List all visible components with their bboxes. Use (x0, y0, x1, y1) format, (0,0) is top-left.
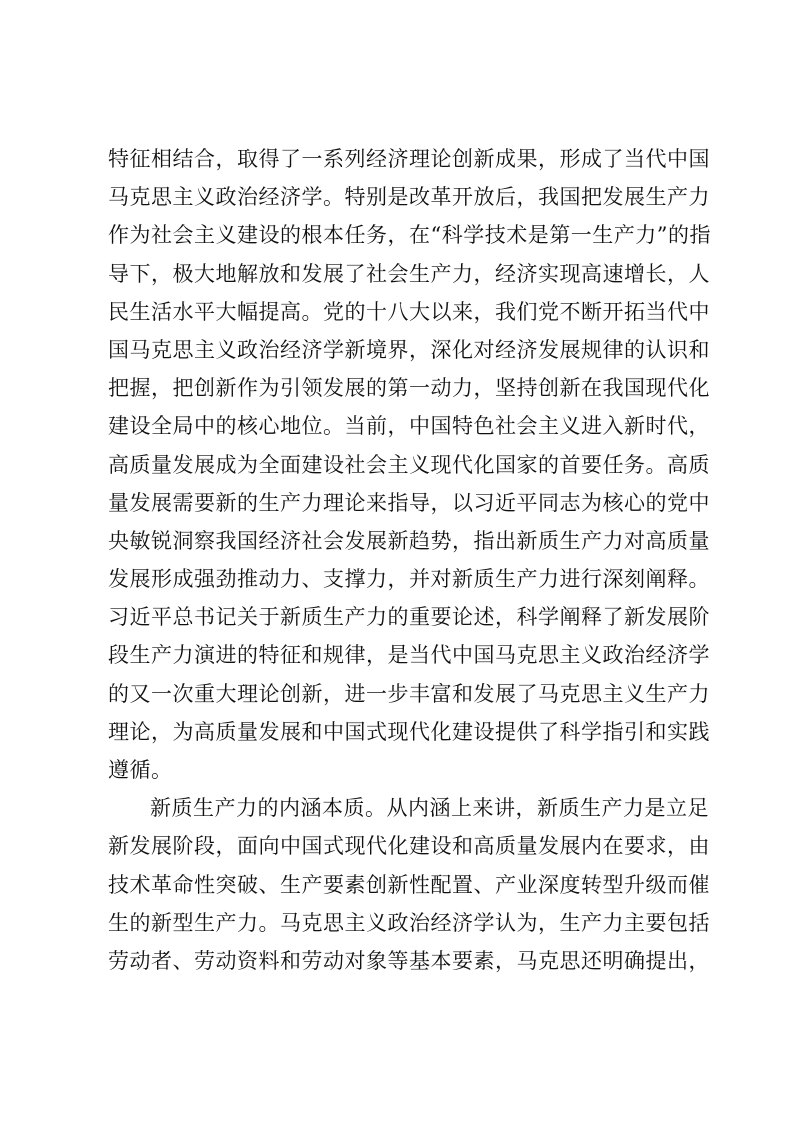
text-line: 把握，把创新作为引领发展的第一动力，坚持创新在我国现代化 (108, 376, 710, 401)
paragraph-start-line: 新质生产力的内涵本质。从内涵上来讲，新质生产力是立足 (150, 796, 709, 821)
text-line: 建设全局中的核心地位。当前，中国特色社会主义进入新时代， (108, 414, 710, 439)
text-line: 生的新型生产力。马克思主义政治经济学认为，生产力主要包括 (108, 910, 710, 935)
text-line: 的又一次重大理论创新，进一步丰富和发展了马克思主义生产力 (108, 681, 710, 706)
text-line: 高质量发展成为全面建设社会主义现代化国家的首要任务。高质 (108, 452, 710, 477)
text-line: 理论，为高质量发展和中国式现代化建设提供了科学指引和实践 (108, 719, 710, 744)
text-line: 段生产力演进的特征和规律，是当代中国马克思主义政治经济学 (108, 643, 710, 668)
text-line: 习近平总书记关于新质生产力的重要论述，科学阐释了新发展阶 (108, 605, 710, 630)
text-line: 国马克思主义政治经济学新境界，深化对经济发展规律的认识和 (108, 337, 710, 362)
text-line: 民生活水平大幅提高。党的十八大以来，我们党不断开拓当代中 (108, 299, 710, 324)
text-line: 马克思主义政治经济学。特别是改革开放后，我国把发展生产力 (108, 185, 710, 210)
text-line: 量发展需要新的生产力理论来指导，以习近平同志为核心的党中 (108, 490, 710, 515)
text-line: 发展形成强劲推动力、支撑力，并对新质生产力进行深刻阐释。 (108, 567, 710, 592)
text-line: 特征相结合，取得了一系列经济理论创新成果，形成了当代中国 (108, 147, 710, 171)
text-line: 央敏锐洞察我国经济社会发展新趋势，指出新质生产力对高质量 (108, 528, 710, 553)
text-line: 导下，极大地解放和发展了社会生产力，经济实现高速增长，人 (108, 261, 710, 286)
text-line: 劳动者、劳动资料和劳动对象等基本要素，马克思还明确提出， (108, 948, 710, 973)
text-line: 遵循。 (108, 758, 173, 782)
body-text (108, 140, 711, 980)
text-line: 技术革命性突破、生产要素创新性配置、产业深度转型升级而催 (108, 872, 710, 897)
text-line: 作为社会主义建设的根本任务，在“科学技术是第一生产力”的指 (108, 223, 711, 248)
text-line: 新发展阶段，面向中国式现代化建设和高质量发展内在要求，由 (108, 834, 710, 859)
